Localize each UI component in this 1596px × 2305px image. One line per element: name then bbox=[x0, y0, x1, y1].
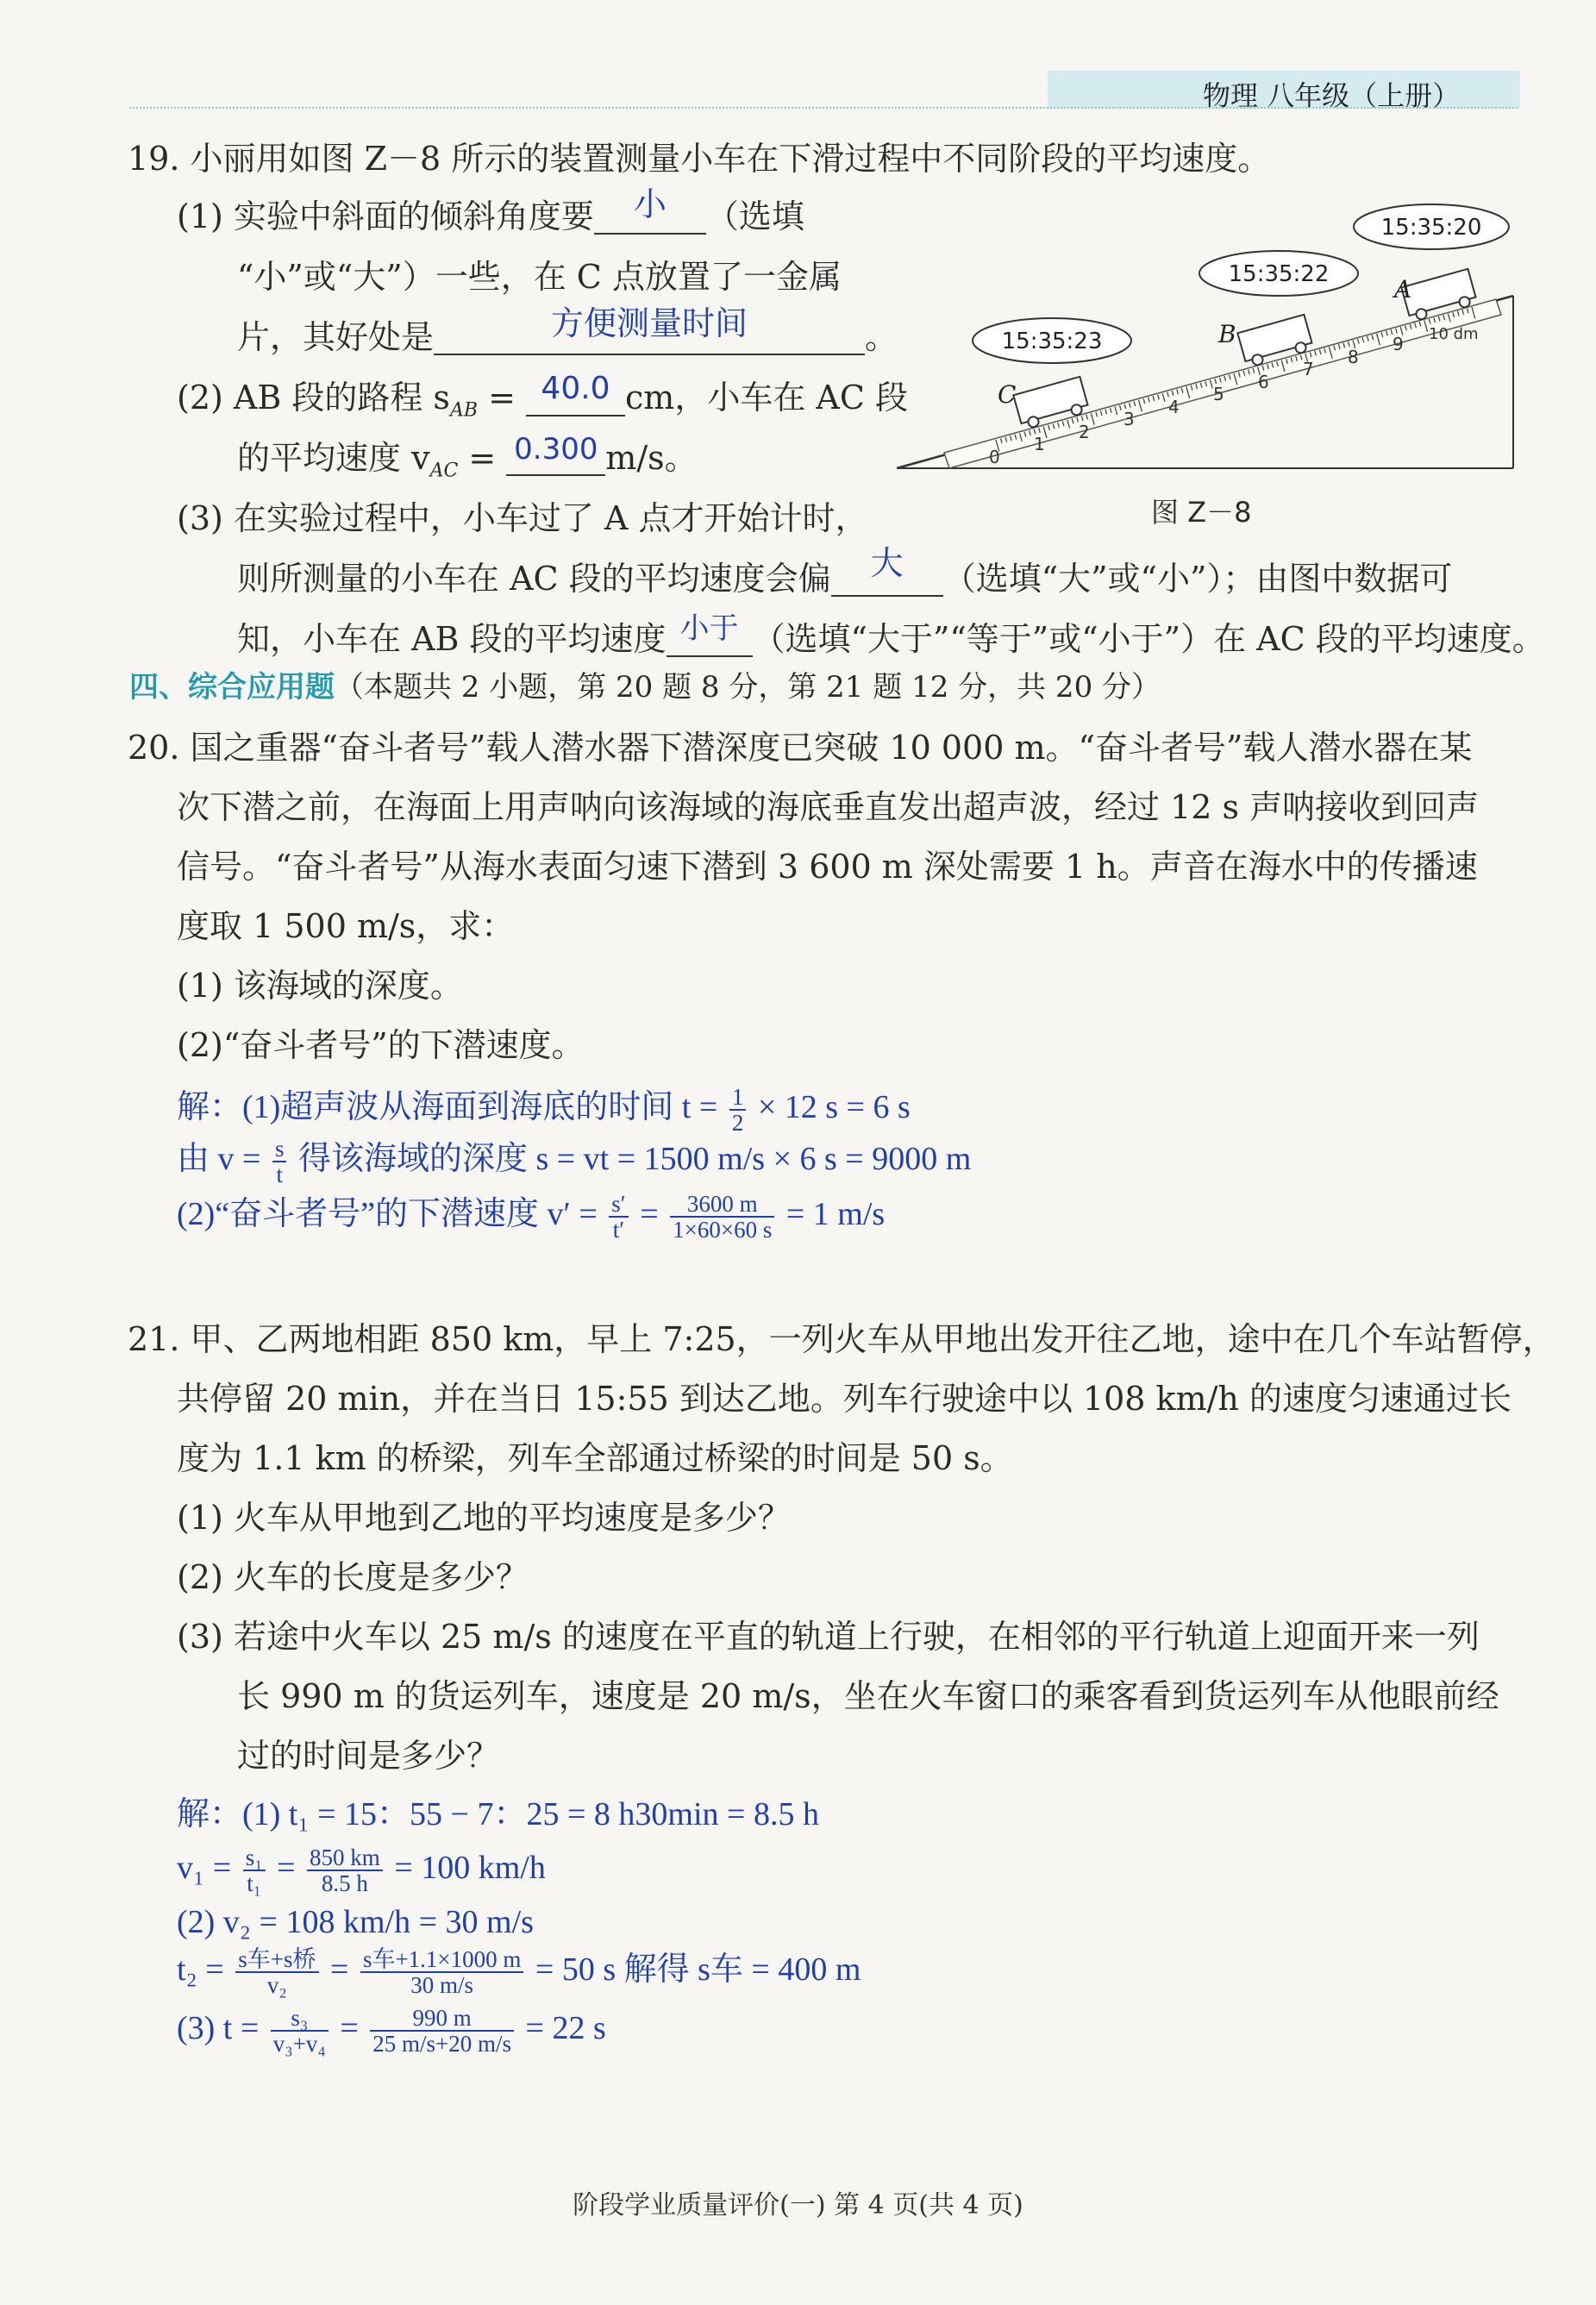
q19-p1-text-a: (1) 实验中斜面的倾斜角度要 bbox=[177, 197, 594, 235]
q19-p3-text-e: （选填“大于”“等于”或“小于”）在 AC 段的平均速度。 bbox=[752, 620, 1545, 658]
q20-sol2-den: t bbox=[276, 1162, 283, 1188]
q20-sol3-den2: 1×60×60 s bbox=[673, 1217, 773, 1243]
section-4-note: （本题共 2 小题，第 20 题 8 分，第 21 题 12 分，共 20 分） bbox=[335, 670, 1161, 705]
q20-solution-line2 bbox=[177, 1137, 971, 1187]
q20-sol2-fraction bbox=[272, 1137, 287, 1187]
q21-sub3-line1: (3) 若途中火车以 25 m/s 的速度在平直的轨道上行驶，在相邻的平行轨道上迎面开来一列 bbox=[177, 1618, 1480, 1656]
q21-sol2-a: v₁ = bbox=[177, 1850, 240, 1887]
ruler-label-7: 7 bbox=[1303, 359, 1314, 379]
q19-p3-text-c: （选填“大”或“小”）；由图中数据可 bbox=[942, 560, 1453, 598]
q19-p2-sub-ac: AC bbox=[429, 460, 459, 482]
q19-answer-6 bbox=[667, 611, 753, 657]
q20-sol2-b: 得该海域的深度 s = vt = 1500 m/s × 6 s = 9000 m bbox=[290, 1141, 972, 1178]
q20-sol1-a: 解：(1)超声波从海面到海底的时间 t = bbox=[177, 1089, 726, 1126]
q21-sol5-b: = 22 s bbox=[517, 2010, 606, 2047]
q19-part2-line2 bbox=[237, 432, 698, 482]
q20-sol1-den: 2 bbox=[731, 1110, 744, 1137]
ruler-label-8: 8 bbox=[1348, 347, 1359, 367]
q21-sol2-fraction1 bbox=[243, 1845, 266, 1896]
header-divider bbox=[129, 107, 1518, 109]
ruler-label-10: 10 dm bbox=[1429, 325, 1479, 343]
q19-part3-line3 bbox=[237, 611, 1545, 658]
ruler-label-5: 5 bbox=[1213, 384, 1224, 404]
q21-sol4-den1: v₂ bbox=[266, 1972, 287, 1999]
q20-sol1-fraction bbox=[729, 1085, 747, 1136]
q19-p2-text-e: = bbox=[458, 439, 507, 477]
q19-answer-1 bbox=[594, 185, 706, 235]
q21-sol2-den1: t₁ bbox=[247, 1870, 262, 1897]
q20-sol3-den1: t′ bbox=[612, 1217, 625, 1243]
q21-sol2-eq: = bbox=[268, 1850, 304, 1887]
q21-sol5-fraction1 bbox=[271, 2006, 329, 2057]
q20-sol3-num1: s′ bbox=[609, 1192, 628, 1218]
q20-sub2: (2)“奋斗者号”的下潜速度。 bbox=[177, 1026, 585, 1064]
ruler-label-3: 3 bbox=[1123, 409, 1135, 429]
q19-p2-sub-ab: AB bbox=[449, 399, 478, 422]
q19-p2-text-c: cm，小车在 AC 段 bbox=[625, 379, 908, 417]
q21-sub3-line3: 过的时间是多少？ bbox=[237, 1737, 500, 1775]
q20-line3: 信号。“奋斗者号”从海水表面匀速下潜到 3 600 m 深处需要 1 h。声音在海水中的传播速 bbox=[177, 848, 1478, 886]
q21-sol2-num2: 850 km bbox=[307, 1845, 383, 1871]
q21-line1: 21. 甲、乙两地相距 850 km，早上 7:25，一列火车从甲地出发开往乙地，途中在几个车站暂停， bbox=[128, 1320, 1555, 1358]
q21-solution-line1: 解：(1) t₁ = 15：55 − 7：25 = 8 h30min = 8.5 h bbox=[177, 1796, 819, 1832]
q20-line2: 次下潜之前，在海面上用声呐向该海域的海底垂直发出超声波，经过 12 s 声呐接收到回声 bbox=[177, 788, 1480, 826]
q20-sol3-eq: = bbox=[631, 1196, 667, 1233]
q19-p3-text-d: 知，小车在 AB 段的平均速度 bbox=[237, 620, 667, 658]
clock-b-time: 15:35:22 bbox=[1228, 261, 1330, 287]
clock-a-time: 15:35:20 bbox=[1380, 215, 1482, 241]
q21-sol4-den2: 30 m/s bbox=[410, 1972, 474, 1999]
q20-solution-line3 bbox=[177, 1192, 885, 1243]
q21-sol2-b: = 100 km/h bbox=[385, 1850, 546, 1887]
q21-sol5-num2: 990 m bbox=[370, 2006, 514, 2032]
q21-sol4-a: t₂ = bbox=[177, 1951, 233, 1989]
q19-answer-5 bbox=[831, 544, 943, 597]
q20-sol1-num: 1 bbox=[729, 1085, 747, 1111]
q20-sol1-b: × 12 s = 6 s bbox=[749, 1089, 911, 1126]
q21-line3: 度为 1.1 km 的桥梁，列车全部通过桥梁的时间是 50 s。 bbox=[177, 1439, 1013, 1477]
q19-p1-text-e: 。 bbox=[865, 318, 898, 356]
q20-sol3-num2: 3600 m bbox=[670, 1192, 774, 1218]
q19-part1-line3 bbox=[237, 304, 898, 356]
q19-stem: 19. 小丽用如图 Z－8 所示的装置测量小车在下滑过程中不同阶段的平均速度。 bbox=[128, 140, 1271, 178]
q21-sub1: (1) 火车从甲地到乙地的平均速度是多少？ bbox=[177, 1499, 791, 1537]
ruler-label-6: 6 bbox=[1258, 372, 1269, 392]
figure-z8-incline bbox=[892, 194, 1526, 539]
page-footer: 阶段学业质量评价(一) 第 4 页(共 4 页) bbox=[573, 2190, 1023, 2220]
q20-sol3-a: (2)“奋斗者号”的下潜速度 v′ = bbox=[177, 1196, 606, 1233]
page-header-title: 物理 八年级（上册） bbox=[1203, 79, 1461, 112]
q21-sol5-num1: s₃ bbox=[271, 2006, 329, 2032]
point-label-c: C bbox=[998, 380, 1017, 409]
ruler-label-9: 9 bbox=[1393, 334, 1404, 354]
q21-sol4-fraction1 bbox=[235, 1947, 318, 1998]
q19-p2-text-b: = bbox=[478, 379, 526, 417]
q19-part3-line2 bbox=[237, 544, 1453, 598]
q20-sub1: (1) 该海域的深度。 bbox=[177, 967, 463, 1005]
figure-caption: 图 Z－8 bbox=[1151, 496, 1252, 529]
point-label-a: A bbox=[1394, 275, 1412, 304]
q19-answer-6-text: 小于 bbox=[679, 611, 739, 646]
q21-solution-line4 bbox=[177, 1947, 861, 1998]
q20-sol2-a: 由 v = bbox=[177, 1141, 269, 1178]
q19-part3-line1: (3) 在实验过程中，小车过了 A 点才开始计时， bbox=[177, 499, 868, 537]
q21-sol5-fraction2 bbox=[370, 2006, 514, 2057]
q21-sol5-a: (3) t = bbox=[177, 2010, 267, 2047]
q19-answer-4-text: 0.300 bbox=[514, 432, 598, 467]
q19-p2-text-d: 的平均速度 v bbox=[237, 439, 430, 477]
q21-sol4-fraction2 bbox=[360, 1947, 523, 1998]
q21-sol4-num1: s车+s桥 bbox=[235, 1947, 318, 1973]
q21-solution-line3: (2) v₂ = 108 km/h = 30 m/s bbox=[177, 1904, 534, 1940]
q21-sol5-den1: v₃+v₄ bbox=[272, 2031, 326, 2058]
q21-sub2: (2) 火车的长度是多少？ bbox=[177, 1558, 529, 1596]
ruler-label-0: 0 bbox=[989, 447, 1000, 467]
q19-answer-3-text: 40.0 bbox=[541, 371, 610, 406]
q21-solution-line2 bbox=[177, 1845, 546, 1896]
section-4-heading bbox=[129, 670, 1161, 705]
q20-sol3-fraction2 bbox=[670, 1192, 774, 1243]
q20-solution-line1 bbox=[177, 1085, 911, 1136]
q21-sol2-den2: 8.5 h bbox=[321, 1870, 368, 1897]
section-4-title: 四、综合应用题 bbox=[129, 670, 335, 705]
q19-answer-4 bbox=[506, 432, 605, 476]
q21-sol4-b: = 50 s 解得 s车 = 400 m bbox=[527, 1951, 861, 1989]
q21-sol2-fraction2 bbox=[307, 1845, 383, 1896]
ruler-label-1: 1 bbox=[1034, 434, 1045, 454]
q19-part2-line1 bbox=[177, 371, 908, 422]
q21-sol4-eq: = bbox=[322, 1951, 357, 1989]
q19-p1-text-b: （选填 bbox=[705, 197, 804, 235]
q21-solution-line5 bbox=[177, 2006, 606, 2057]
q21-sol4-num2: s车+1.1×1000 m bbox=[360, 1947, 523, 1973]
q20-sol3-b: = 1 m/s bbox=[778, 1196, 886, 1233]
q19-p3-text-b: 则所测量的小车在 AC 段的平均速度会偏 bbox=[237, 560, 831, 598]
q19-p2-text-a: (2) AB 段的路程 s bbox=[177, 379, 450, 417]
ruler-label-2: 2 bbox=[1079, 422, 1090, 442]
ruler-label-4: 4 bbox=[1168, 397, 1180, 417]
q19-p1-text-d: 片，其好处是 bbox=[237, 318, 435, 356]
q19-part1-line2: “小”或“大”）一些，在 C 点放置了一金属 bbox=[237, 258, 842, 296]
q20-sol2-num: s bbox=[272, 1137, 287, 1162]
q19-answer-1-text: 小 bbox=[633, 185, 667, 223]
q19-answer-2-text: 方便测量时间 bbox=[551, 304, 748, 342]
q21-line2: 共停留 20 min，并在当日 15:55 到达乙地。列车行驶途中以 108 km/h 的速度匀速通过长 bbox=[177, 1380, 1512, 1418]
q20-line1: 20. 国之重器“奋斗者号”载人潜水器下潜深度已突破 10 000 m。“奋斗者号”载人潜水器在某 bbox=[128, 729, 1473, 767]
q19-answer-5-text: 大 bbox=[870, 544, 904, 582]
q21-sol5-den2: 25 m/s+20 m/s bbox=[372, 2031, 512, 2058]
q19-part1-line1 bbox=[177, 185, 804, 235]
q21-sol5-eq: = bbox=[331, 2010, 367, 2047]
clock-c-time: 15:35:23 bbox=[1001, 329, 1103, 354]
q21-sol2-num1: s₁ bbox=[243, 1845, 266, 1871]
q19-p2-text-f: m/s。 bbox=[605, 439, 698, 477]
q20-line4: 度取 1 500 m/s，求： bbox=[177, 907, 515, 945]
point-label-b: B bbox=[1218, 320, 1236, 348]
q21-sub3-line2: 长 990 m 的货运列车，速度是 20 m/s，坐在火车窗口的乘客看到货运列车从他眼前经 bbox=[237, 1677, 1499, 1715]
q19-answer-3 bbox=[526, 371, 625, 417]
q20-sol3-fraction1 bbox=[609, 1192, 628, 1243]
q19-answer-2 bbox=[434, 304, 865, 355]
